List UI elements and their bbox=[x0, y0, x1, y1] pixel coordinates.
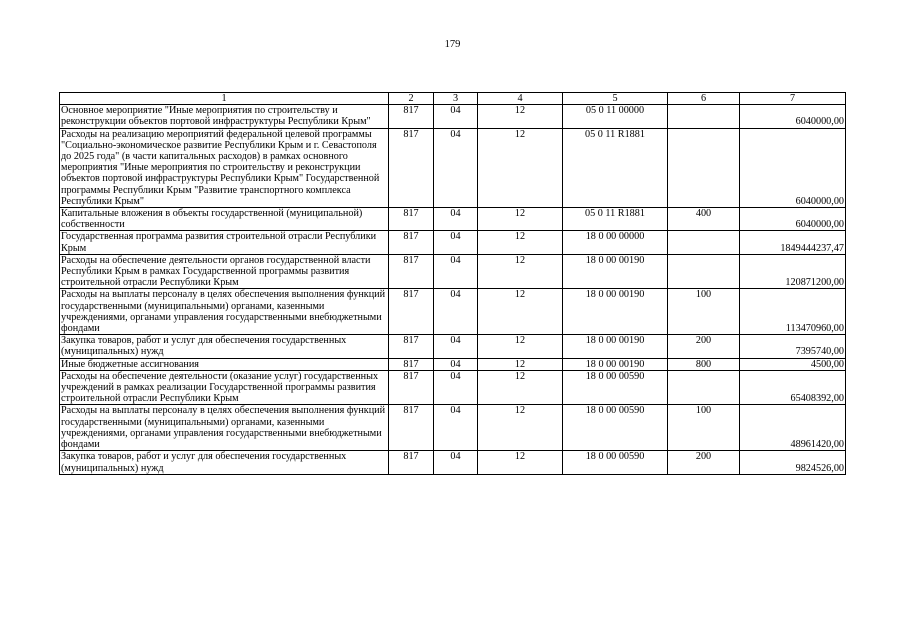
cell-col5: 18 0 00 00190 bbox=[563, 254, 668, 289]
cell-col2: 817 bbox=[389, 231, 434, 254]
table-header-row bbox=[60, 93, 846, 105]
row-name-cell: Расходы на выплаты персоналу в целях обеспечения выполнения функций государственными (муниципальными) органами, казенными учреждениями, органами управления государственными внебюджетными фондами bbox=[60, 405, 389, 451]
cell-sum: 65408392,00 bbox=[740, 370, 846, 405]
cell-col5: 18 0 00 00590 bbox=[563, 405, 668, 451]
table-row bbox=[60, 105, 846, 128]
cell-col6 bbox=[668, 254, 740, 289]
cell-col2: 817 bbox=[389, 358, 434, 370]
cell-col3: 04 bbox=[434, 208, 478, 231]
cell-col4: 12 bbox=[478, 231, 563, 254]
table-row bbox=[60, 370, 846, 405]
cell-col4: 12 bbox=[478, 370, 563, 405]
cell-col2: 817 bbox=[389, 451, 434, 474]
cell-col6: 200 bbox=[668, 451, 740, 474]
table-row bbox=[60, 405, 846, 451]
table-row bbox=[60, 451, 846, 474]
cell-col4: 12 bbox=[478, 105, 563, 128]
cell-sum: 1849444237,47 bbox=[740, 231, 846, 254]
cell-col4: 12 bbox=[478, 451, 563, 474]
row-name-cell: Закупка товаров, работ и услуг для обеспечения государственных (муниципальных) нужд bbox=[60, 451, 389, 474]
table-row bbox=[60, 208, 846, 231]
cell-col4: 12 bbox=[478, 335, 563, 358]
cell-col3: 04 bbox=[434, 128, 478, 207]
cell-col3: 04 bbox=[434, 451, 478, 474]
cell-col2: 817 bbox=[389, 405, 434, 451]
table-row bbox=[60, 128, 846, 207]
cell-col2: 817 bbox=[389, 370, 434, 405]
page-number: 179 bbox=[444, 39, 461, 50]
cell-sum: 4500,00 bbox=[740, 358, 846, 370]
row-name-cell: Расходы на реализацию мероприятий федеральной целевой программы "Социально-экономическое развитие Республики Крым и г. Севастополя до 2025 года" (в части капитальных расходов) в рамках основного мероприятия "Иные мероприятия по строительству и реконструкции объектов портовой инфраструктуры Республики Крым" Государственной программы Республики Крым "Развитие транспортного комплекса Республики Крым" bbox=[60, 128, 389, 207]
cell-sum: 9824526,00 bbox=[740, 451, 846, 474]
cell-sum: 7395740,00 bbox=[740, 335, 846, 358]
cell-col5: 18 0 00 00190 bbox=[563, 335, 668, 358]
cell-sum: 6040000,00 bbox=[740, 128, 846, 207]
cell-col6: 200 bbox=[668, 335, 740, 358]
row-name-cell: Иные бюджетные ассигнования bbox=[60, 358, 389, 370]
cell-col3: 04 bbox=[434, 370, 478, 405]
budget-table bbox=[59, 92, 846, 475]
cell-col5: 18 0 00 00590 bbox=[563, 451, 668, 474]
cell-col2: 817 bbox=[389, 105, 434, 128]
cell-col6: 100 bbox=[668, 289, 740, 335]
cell-col2: 817 bbox=[389, 335, 434, 358]
row-name-cell: Государственная программа развития строительной отрасли Республики Крым bbox=[60, 231, 389, 254]
header-cell: 3 bbox=[434, 93, 478, 105]
cell-col4: 12 bbox=[478, 128, 563, 207]
header-cell: 2 bbox=[389, 93, 434, 105]
cell-sum: 6040000,00 bbox=[740, 105, 846, 128]
cell-col3: 04 bbox=[434, 335, 478, 358]
row-name-cell: Основное мероприятие "Иные мероприятия по строительству и реконструкции объектов портовой инфраструктуры Республики Крым" bbox=[60, 105, 389, 128]
cell-col3: 04 bbox=[434, 105, 478, 128]
header-cell: 1 bbox=[60, 93, 389, 105]
cell-sum: 120871200,00 bbox=[740, 254, 846, 289]
cell-col5: 18 0 00 00190 bbox=[563, 358, 668, 370]
cell-col5: 05 0 11 00000 bbox=[563, 105, 668, 128]
table-row bbox=[60, 289, 846, 335]
header-cell: 7 bbox=[740, 93, 846, 105]
cell-sum: 6040000,00 bbox=[740, 208, 846, 231]
cell-col4: 12 bbox=[478, 358, 563, 370]
table-row bbox=[60, 358, 846, 370]
cell-col2: 817 bbox=[389, 289, 434, 335]
cell-col6: 400 bbox=[668, 208, 740, 231]
cell-col5: 18 0 00 00000 bbox=[563, 231, 668, 254]
table-row bbox=[60, 254, 846, 289]
cell-col3: 04 bbox=[434, 358, 478, 370]
cell-col2: 817 bbox=[389, 254, 434, 289]
cell-col3: 04 bbox=[434, 405, 478, 451]
cell-col6 bbox=[668, 231, 740, 254]
cell-col2: 817 bbox=[389, 128, 434, 207]
row-name-cell: Расходы на обеспечение деятельности органов государственной власти Республики Крым в рамках Государственной программы развития строительной отрасли Республики Крым bbox=[60, 254, 389, 289]
row-name-cell: Расходы на выплаты персоналу в целях обеспечения выполнения функций государственными (муниципальными) органами, казенными учреждениями, органами управления государственными внебюджетными фондами bbox=[60, 289, 389, 335]
cell-col3: 04 bbox=[434, 289, 478, 335]
cell-sum: 48961420,00 bbox=[740, 405, 846, 451]
cell-col2: 817 bbox=[389, 208, 434, 231]
cell-col5: 18 0 00 00190 bbox=[563, 289, 668, 335]
cell-col5: 05 0 11 R1881 bbox=[563, 128, 668, 207]
cell-col6 bbox=[668, 370, 740, 405]
cell-col5: 18 0 00 00590 bbox=[563, 370, 668, 405]
cell-col5: 05 0 11 R1881 bbox=[563, 208, 668, 231]
cell-col3: 04 bbox=[434, 231, 478, 254]
cell-col4: 12 bbox=[478, 405, 563, 451]
header-cell: 4 bbox=[478, 93, 563, 105]
cell-col4: 12 bbox=[478, 289, 563, 335]
cell-col4: 12 bbox=[478, 208, 563, 231]
cell-col4: 12 bbox=[478, 254, 563, 289]
cell-col6: 800 bbox=[668, 358, 740, 370]
row-name-cell: Закупка товаров, работ и услуг для обеспечения государственных (муниципальных) нужд bbox=[60, 335, 389, 358]
row-name-cell: Расходы на обеспечение деятельности (оказание услуг) государственных учреждений в рамках реализации Государственной программы развития строительной отрасли Республики Крым bbox=[60, 370, 389, 405]
row-name-cell: Капитальные вложения в объекты государственной (муниципальной) собственности bbox=[60, 208, 389, 231]
cell-sum: 113470960,00 bbox=[740, 289, 846, 335]
table-row bbox=[60, 231, 846, 254]
cell-col6: 100 bbox=[668, 405, 740, 451]
header-cell: 6 bbox=[668, 93, 740, 105]
cell-col3: 04 bbox=[434, 254, 478, 289]
cell-col6 bbox=[668, 105, 740, 128]
table-row bbox=[60, 335, 846, 358]
header-cell: 5 bbox=[563, 93, 668, 105]
cell-col6 bbox=[668, 128, 740, 207]
